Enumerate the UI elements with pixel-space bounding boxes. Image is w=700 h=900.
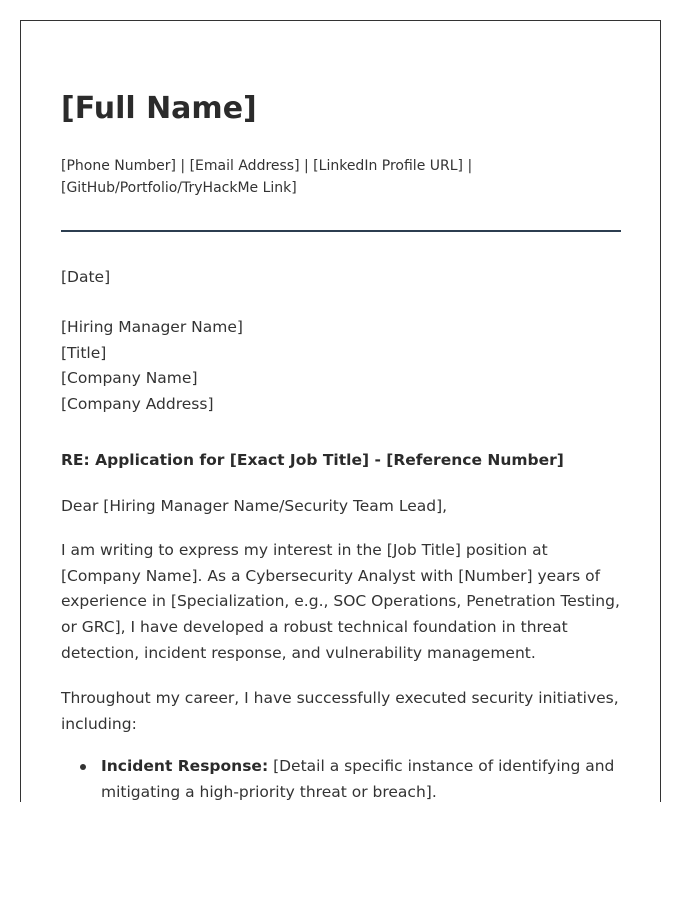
recipient-name: [Hiring Manager Name] bbox=[61, 318, 243, 336]
salutation: Dear [Hiring Manager Name/Security Team Lead], bbox=[61, 497, 448, 515]
recipient-title: [Title] bbox=[61, 343, 107, 362]
full-name-heading: [Full Name] bbox=[61, 91, 257, 126]
bullet-icon bbox=[80, 764, 86, 770]
achievements-list bbox=[61, 754, 621, 802]
contact-info: [Phone Number] | [Email Address] | [LinkedIn Profile URL] | [GitHub/Portfolio/TryHackMe Link] bbox=[61, 158, 473, 196]
intro-paragraph: I am writing to express my interest in the [Job Title] position at [Company Name]. As a Cybersecurity Analyst with [Number] years of experience in [Specialization, e.g., SOC Operations, Penetration Testing, or GRC], I have developed a robust technical foundation in threat detection, incident response, and vulnerability management. bbox=[61, 541, 620, 662]
subject-line: RE: Application for [Exact Job Title] - [Reference Number] bbox=[61, 451, 564, 469]
letter-date: [Date] bbox=[61, 268, 111, 286]
header-divider bbox=[61, 230, 621, 232]
list-item bbox=[101, 754, 621, 802]
bullet-text: [Detail a specific instance of identifying and mitigating a high-priority threat or breach]. bbox=[101, 757, 615, 801]
career-paragraph: Throughout my career, I have successfully executed security initiatives, including: bbox=[61, 689, 619, 733]
bullet-title: Incident Response: bbox=[101, 757, 269, 775]
recipient-address: [Company Address] bbox=[61, 395, 214, 414]
recipient-block bbox=[61, 315, 243, 418]
cover-letter-page bbox=[20, 20, 661, 802]
recipient-company: [Company Name] bbox=[61, 369, 198, 388]
